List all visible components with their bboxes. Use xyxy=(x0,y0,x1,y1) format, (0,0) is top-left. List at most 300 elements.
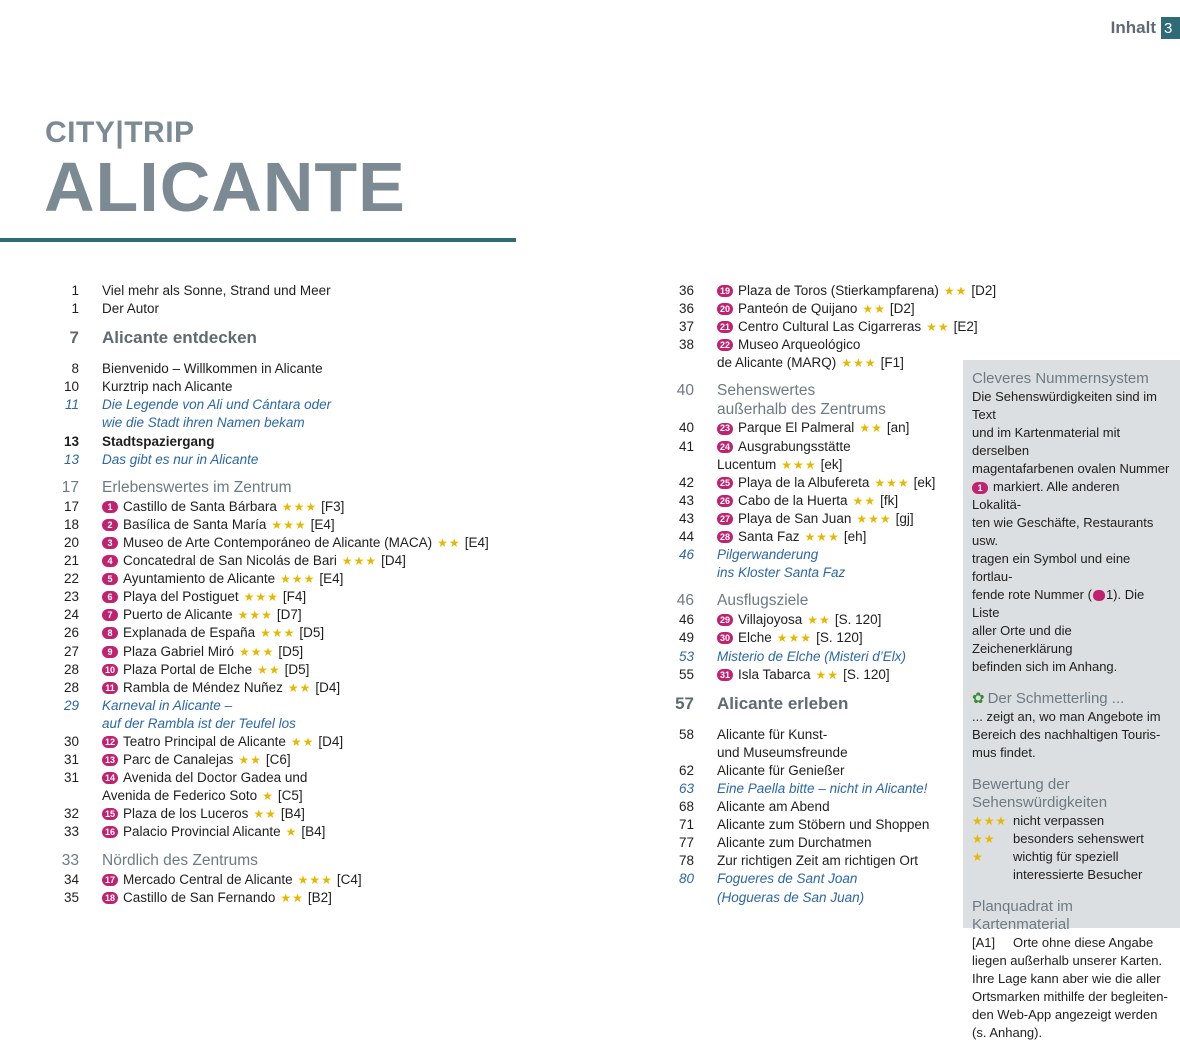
entry-content xyxy=(717,629,863,647)
page-ref: 46 xyxy=(678,612,694,628)
star-rating-icon: ★★ xyxy=(859,421,883,436)
page-ref: 58 xyxy=(678,726,694,742)
star-rating-icon: ★★ xyxy=(852,493,877,508)
entry-content xyxy=(102,378,233,396)
entry-title: Avenida del Doctor Gadea und xyxy=(123,770,308,786)
plan-text: Orte ohne diese Angabe xyxy=(1013,935,1154,950)
map-grid-ref: [eh] xyxy=(843,529,867,545)
entry-content xyxy=(717,666,890,684)
entry-content xyxy=(717,693,848,715)
page-ref xyxy=(670,564,694,582)
entry-content xyxy=(717,816,929,834)
sight-number-badge: 6 xyxy=(102,591,118,603)
star-rating-icon: ★★★ xyxy=(874,475,910,490)
toc-entry xyxy=(670,300,960,318)
page-ref: 46 xyxy=(676,592,694,610)
plan-line: den Web-App angezeigt werden xyxy=(972,1007,1158,1022)
page-ref: 44 xyxy=(678,529,694,545)
star-rating-icon: ★★★ xyxy=(243,590,279,605)
page-ref: 37 xyxy=(678,319,694,335)
toc-entry xyxy=(670,438,960,456)
sight-number-badge: 5 xyxy=(102,573,118,585)
plan-line: Ortsmarken mithilfe der begleiten- xyxy=(972,989,1168,1004)
entry-content xyxy=(102,606,302,624)
entry-title: Nördlich des Zentrums xyxy=(102,851,258,869)
entry-title: Playa de San Juan xyxy=(738,510,852,526)
toc-entry xyxy=(55,661,475,679)
entry-content xyxy=(717,419,909,437)
star-rating-icon: ★★★ xyxy=(856,511,892,526)
sight-number-badge: 18 xyxy=(102,892,118,904)
entry-title: Panteón de Quijano xyxy=(738,301,858,317)
map-grid-ref: [E4] xyxy=(464,534,489,550)
toc-entry xyxy=(670,648,960,666)
page-ref: 49 xyxy=(678,630,694,646)
page-ref: 31 xyxy=(63,752,79,768)
map-grid-ref: [B4] xyxy=(301,824,326,840)
page-ref xyxy=(670,354,694,372)
page-ref xyxy=(670,401,694,419)
star-rating-icon: ★★★ xyxy=(781,457,817,472)
lock-icon xyxy=(1093,590,1105,601)
map-grid-ref: [D4] xyxy=(318,733,344,749)
entry-title: und Museumsfreunde xyxy=(717,744,848,760)
toc-entry xyxy=(670,510,960,528)
entry-content xyxy=(102,643,303,661)
sight-number-badge: 14 xyxy=(102,772,118,784)
toc-entry xyxy=(670,780,960,798)
star-icon: ★★ xyxy=(972,832,996,846)
star-rating-icon: ★★ xyxy=(287,680,312,695)
toc-entry xyxy=(55,282,475,300)
toc-entry xyxy=(55,751,475,769)
page-ref: 18 xyxy=(63,516,79,532)
toc-entry xyxy=(55,498,475,516)
entry-content xyxy=(717,611,881,629)
entry-title: Fogueres de Sant Joan xyxy=(717,871,858,887)
entry-content xyxy=(717,889,864,907)
star-icon xyxy=(972,866,1013,884)
sight-number-badge: 26 xyxy=(717,495,733,507)
entry-title: Playa de la Albufereta xyxy=(738,474,870,490)
butterfly-line: Bereich des nachhaltigen Touris- xyxy=(972,727,1161,742)
toc-entry xyxy=(670,591,960,611)
sight-number-badge: 30 xyxy=(717,632,733,644)
toc-left-column xyxy=(55,282,489,907)
entry-content xyxy=(102,679,340,697)
page-ref: 33 xyxy=(61,851,79,869)
entry-title: de Alicante (MARQ) xyxy=(717,355,837,371)
entry-content xyxy=(102,570,343,588)
entry-title: Erlebenswertes im Zentrum xyxy=(102,478,292,496)
entry-title: Pilgerwanderung xyxy=(717,547,819,563)
page-ref: 29 xyxy=(63,697,79,713)
sight-number-badge: 28 xyxy=(717,531,733,543)
page-ref xyxy=(670,889,694,907)
page-ref: 17 xyxy=(61,478,79,496)
entry-title: Der Autor xyxy=(102,301,160,317)
numbering-line: befinden sich im Anhang. xyxy=(972,659,1118,674)
toc-entry xyxy=(55,697,475,715)
entry-title: außerhalb des Zentrums xyxy=(717,401,886,419)
entry-content xyxy=(717,564,845,582)
page-ref: 80 xyxy=(678,871,694,887)
entry-title: Misterio de Elche (Misteri d’Elx) xyxy=(717,648,907,664)
page-ref: 38 xyxy=(678,337,694,353)
numbering-line: tragen ein Symbol und eine fortlau- xyxy=(972,551,1131,584)
sight-number-badge: 22 xyxy=(717,339,733,351)
entry-title: Sehenswertes xyxy=(717,382,816,400)
toc-entry xyxy=(670,611,960,629)
entry-title: Alicante zum Durchatmen xyxy=(717,835,872,851)
toc-entry xyxy=(55,823,475,841)
page-ref: 62 xyxy=(678,762,694,778)
sight-number-badge: 3 xyxy=(102,537,118,549)
page-ref: 31 xyxy=(63,770,79,786)
entry-title: Castillo de Santa Bárbara xyxy=(123,498,277,514)
sight-number-badge: 25 xyxy=(717,477,733,489)
entry-content xyxy=(717,336,860,354)
plan-code: [A1] xyxy=(972,935,996,950)
page-ref: 17 xyxy=(63,498,79,514)
page-ref xyxy=(670,456,694,474)
entry-title: Santa Faz xyxy=(738,529,800,545)
page-ref: 30 xyxy=(63,733,79,749)
star-rating-icon: ★★★ xyxy=(260,626,296,641)
star-rating-icon: ★★★ xyxy=(776,631,813,646)
sight-number-badge: 16 xyxy=(102,826,118,838)
map-grid-ref: [D4] xyxy=(315,679,341,695)
page-ref: 42 xyxy=(678,474,694,490)
entry-title: auf der Rambla ist der Teufel los xyxy=(102,715,296,731)
entry-title: Alicante erleben xyxy=(717,693,849,713)
entry-title: Playa del Postiguet xyxy=(123,589,239,605)
toc-entry xyxy=(55,300,475,318)
rating-row xyxy=(972,866,1171,884)
map-grid-ref: [D7] xyxy=(276,607,302,623)
butterfly-icon: ✿ xyxy=(972,690,985,707)
entry-title: (Hogueras de San Juan) xyxy=(717,889,865,905)
toc-entry xyxy=(670,528,960,546)
map-grid-ref: [ek] xyxy=(820,456,843,472)
toc-entry xyxy=(670,354,960,372)
page-ref: 7 xyxy=(69,328,79,348)
entry-content xyxy=(717,354,904,372)
page-ref: 57 xyxy=(675,693,694,713)
toc-entry xyxy=(670,474,960,492)
entry-title: Plaza Gabriel Miró xyxy=(123,643,235,659)
map-grid-ref: [D5] xyxy=(284,661,310,677)
toc-entry xyxy=(670,726,960,744)
star-rating-icon: ★★★ xyxy=(237,608,273,623)
entry-title: Plaza Portal de Elche xyxy=(123,661,253,677)
sight-number-badge: 27 xyxy=(717,513,733,525)
rating-text: wichtig für speziell xyxy=(1013,849,1119,864)
page-ref: 23 xyxy=(63,589,79,605)
toc-entry xyxy=(55,715,475,733)
sight-number-badge: 23 xyxy=(717,423,733,435)
page-ref: 71 xyxy=(678,817,694,833)
toc-entry xyxy=(670,336,960,354)
sight-number-badge: 10 xyxy=(102,664,118,676)
toc-entry xyxy=(55,534,489,552)
entry-content xyxy=(717,401,886,419)
entry-content xyxy=(717,492,898,510)
page-number: 3 xyxy=(1161,17,1180,39)
rating-row xyxy=(972,812,1171,830)
entry-content xyxy=(102,871,362,889)
page-ref: 35 xyxy=(63,889,79,905)
entry-title: Palacio Provincial Alicante xyxy=(123,824,281,840)
entry-content xyxy=(717,726,827,744)
entry-content xyxy=(102,360,323,378)
entry-content xyxy=(717,834,872,852)
entry-title: Alicante für Kunst- xyxy=(717,726,828,742)
toc-middle-column xyxy=(670,282,997,907)
sight-number-badge: 2 xyxy=(102,519,118,531)
entry-content xyxy=(102,414,305,432)
numbering-badge-line xyxy=(972,478,1171,514)
entry-title: wie die Stadt ihren Namen bekam xyxy=(102,415,305,431)
entry-content xyxy=(102,661,309,679)
rating-text: nicht verpassen xyxy=(1013,813,1105,828)
map-grid-ref: [S. 120] xyxy=(816,630,863,646)
page-ref: 24 xyxy=(63,607,79,623)
page-ref: 1 xyxy=(71,301,79,317)
plan-line: liegen außerhalb unserer Karten. xyxy=(972,953,1163,968)
plan-row xyxy=(972,934,1171,952)
entry-content xyxy=(102,715,296,733)
toc-entry xyxy=(670,798,960,816)
page-ref: 77 xyxy=(678,835,694,851)
map-grid-ref: [C5] xyxy=(277,788,303,804)
toc-entry xyxy=(55,769,475,787)
map-grid-ref: [S. 120] xyxy=(834,612,882,628)
page-ref: 43 xyxy=(678,492,694,508)
numbering-lock-line xyxy=(972,586,1171,622)
entry-content xyxy=(717,591,808,611)
entry-title: Rambla de Méndez Nuñez xyxy=(123,679,283,695)
entry-content xyxy=(717,528,866,546)
toc-entry xyxy=(670,401,960,419)
map-grid-ref: [ek] xyxy=(913,474,936,490)
sight-number-badge: 4 xyxy=(102,555,118,567)
entry-content xyxy=(717,300,915,318)
rating-heading: Sehenswürdigkeiten xyxy=(972,794,1108,811)
map-grid-ref: [B4] xyxy=(280,806,305,822)
map-grid-ref: [F3] xyxy=(321,498,345,514)
rating-text: interessierte Besucher xyxy=(1013,867,1143,882)
butterfly-heading xyxy=(972,690,1171,708)
entry-title: ins Kloster Santa Faz xyxy=(717,565,846,581)
star-rating-icon: ★★ xyxy=(862,302,886,317)
entry-title: Bienvenido – Willkommen in Alicante xyxy=(102,361,323,377)
entry-content xyxy=(717,456,842,474)
page-ref xyxy=(670,744,694,762)
entry-title: Karneval in Alicante – xyxy=(102,697,233,713)
toc-entry xyxy=(670,834,960,852)
toc-entry xyxy=(55,805,475,823)
entry-content xyxy=(717,282,996,300)
toc-entry xyxy=(55,851,475,871)
star-rating-icon: ★★ xyxy=(807,613,831,628)
sight-number-badge: 11 xyxy=(102,682,118,694)
map-grid-ref: [an] xyxy=(886,420,910,436)
map-grid-ref: [F4] xyxy=(282,589,307,605)
entry-title: Parc de Canalejas xyxy=(123,752,234,768)
toc-entry xyxy=(55,552,475,570)
toc-entry xyxy=(55,606,475,624)
entry-title: Das gibt es nur in Alicante xyxy=(102,451,259,467)
entry-title: Castillo de San Fernando xyxy=(123,889,276,905)
page-ref: 53 xyxy=(678,648,694,664)
entry-title: Die Legende von Ali und Cántara oder xyxy=(102,397,332,413)
page-ref xyxy=(55,414,79,432)
legend-sidebar xyxy=(963,360,1180,1040)
toc-entry xyxy=(670,693,960,715)
section-label: Inhalt xyxy=(1110,18,1156,37)
entry-content xyxy=(102,823,325,841)
plan-line: Ihre Lage kann aber wie die aller xyxy=(972,971,1161,986)
toc-entry xyxy=(670,889,960,907)
entry-content xyxy=(102,300,159,318)
toc-entry xyxy=(55,889,475,907)
page-ref: 21 xyxy=(63,553,79,569)
toc-entry xyxy=(55,787,475,805)
toc-entry xyxy=(55,414,475,432)
entry-content xyxy=(717,546,818,564)
map-grid-ref: [gj] xyxy=(895,510,914,526)
map-grid-ref: [B2] xyxy=(307,889,332,905)
entry-title: Puerto de Alicante xyxy=(123,607,233,623)
entry-title: Lucentum xyxy=(717,456,777,472)
star-rating-icon: ★★ xyxy=(926,320,950,335)
page-ref: 43 xyxy=(678,510,694,526)
entry-title: Ausgrabungsstätte xyxy=(738,438,851,454)
star-rating-icon: ★★ xyxy=(290,734,315,749)
toc-entry xyxy=(670,419,960,437)
series-title: CITY|TRIP xyxy=(45,116,195,149)
page-ref: 36 xyxy=(678,301,694,317)
toc-entry xyxy=(55,378,475,396)
entry-title: Teatro Principal de Alicante xyxy=(123,733,286,749)
entry-content xyxy=(102,769,307,787)
page-ref: 10 xyxy=(63,379,79,395)
page-ref: 8 xyxy=(71,361,79,377)
toc-entry xyxy=(670,318,978,336)
entry-content xyxy=(102,805,305,823)
numbering-line: aller Orte und die Zeichenerklärung xyxy=(972,623,1073,656)
map-grid-ref: [S. 120] xyxy=(843,666,890,682)
toc-entry xyxy=(670,629,960,647)
entry-content xyxy=(717,474,935,492)
star-rating-icon: ★★★ xyxy=(239,644,275,659)
star-rating-icon: ★★★ xyxy=(297,872,333,887)
page-ref: 68 xyxy=(678,799,694,815)
entry-content xyxy=(102,751,291,769)
butterfly-line: ... zeigt an, wo man Angebote im xyxy=(972,709,1161,724)
page-ref: 28 xyxy=(63,661,79,677)
page-ref: 36 xyxy=(678,283,694,298)
entry-title: Alicante zum Stöbern und Shoppen xyxy=(717,817,930,833)
toc-entry xyxy=(670,666,960,684)
sight-number-badge: 17 xyxy=(102,874,118,886)
map-grid-ref: [E4] xyxy=(319,571,344,587)
page-ref: 11 xyxy=(64,397,79,413)
star-rating-icon: ★ xyxy=(262,789,274,804)
map-grid-ref: [E4] xyxy=(310,516,335,532)
page-ref: 41 xyxy=(678,438,694,454)
star-icon: ★★★ xyxy=(972,814,1008,828)
entry-title: Zur richtigen Zeit am richtigen Ort xyxy=(717,853,919,869)
entry-title: Elche xyxy=(738,630,772,646)
entry-content xyxy=(102,787,303,805)
map-grid-ref: [C6] xyxy=(265,752,291,768)
star-rating-icon: ★★★ xyxy=(804,530,840,545)
page-ref: 40 xyxy=(676,382,694,400)
map-grid-ref: [D2] xyxy=(889,301,915,317)
page-ref xyxy=(55,715,79,733)
map-grid-ref: [F1] xyxy=(880,355,904,371)
entry-content xyxy=(717,762,845,780)
star-rating-icon: ★★ xyxy=(437,535,461,550)
numbering-line: magentafarbenen ovalen Nummer xyxy=(972,461,1170,476)
entry-title: Eine Paella bitte – nicht in Alicante! xyxy=(717,780,928,796)
butterfly-line: mus findet. xyxy=(972,745,1036,760)
entry-content xyxy=(102,433,215,451)
entry-content xyxy=(102,534,489,552)
entry-content xyxy=(717,381,815,401)
page-ref: 32 xyxy=(63,806,79,822)
entry-title: Kurztrip nach Alicante xyxy=(102,379,233,395)
toc-entry xyxy=(55,679,475,697)
entry-title: Ausflugsziele xyxy=(717,592,809,610)
sight-number-badge: 8 xyxy=(102,627,118,639)
sight-number-badge: 31 xyxy=(717,669,733,681)
entry-content xyxy=(717,852,918,870)
entry-title: Parque El Palmeral xyxy=(738,420,855,436)
entry-content xyxy=(717,744,848,762)
numbering-text: 1). Die Liste xyxy=(972,587,1145,620)
page-ref: 46 xyxy=(678,547,694,563)
star-rating-icon: ★★ xyxy=(253,807,277,822)
entry-content xyxy=(717,438,851,456)
entry-content xyxy=(717,798,830,816)
toc-entry xyxy=(55,396,475,414)
map-grid-ref: [C4] xyxy=(336,871,362,887)
numbering-heading: Cleveres Nummernsystem xyxy=(972,370,1149,387)
numbering-line: und im Kartenmaterial mit derselben xyxy=(972,425,1121,458)
entry-title: Avenida de Federico Soto xyxy=(102,788,258,804)
entry-content xyxy=(717,780,927,798)
page-ref: 13 xyxy=(63,451,79,467)
sight-number-badge: 15 xyxy=(102,808,118,820)
entry-content xyxy=(102,588,306,606)
page-ref xyxy=(55,787,79,805)
page-ref: 28 xyxy=(63,679,79,695)
page-header xyxy=(1111,18,1180,38)
sight-number-badge: 29 xyxy=(717,614,733,626)
star-rating-icon: ★★★ xyxy=(341,554,378,569)
rating-text: besonders sehenswert xyxy=(1013,831,1144,846)
page-ref: 26 xyxy=(63,625,79,641)
toc-entry xyxy=(670,852,960,870)
page-ref: 78 xyxy=(678,853,694,869)
entry-content xyxy=(102,624,324,642)
entry-title: Concatedral de San Nicolás de Bari xyxy=(123,553,337,569)
entry-content xyxy=(102,478,292,498)
entry-title: Plaza de Toros (Stierkampfarena) xyxy=(738,283,939,298)
